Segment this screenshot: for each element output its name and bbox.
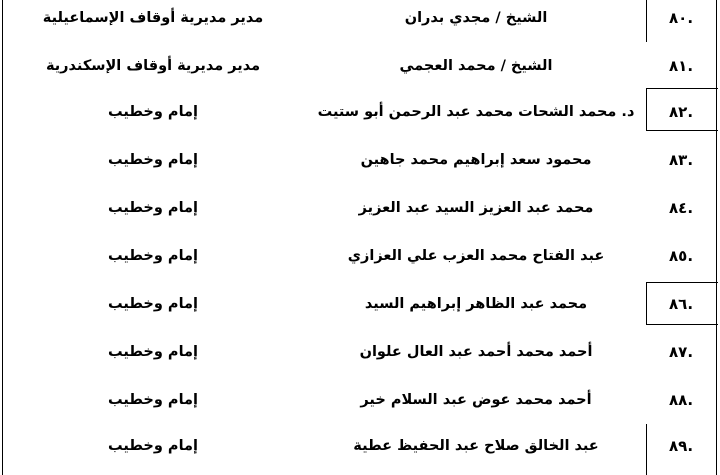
- person-name: محمود سعد إبراهيم محمد جاهين: [360, 152, 592, 168]
- column-divider: [646, 424, 647, 475]
- row-number: .٨٩: [669, 437, 694, 455]
- column-divider: [646, 88, 647, 130]
- column-divider: [646, 0, 647, 42]
- table-row: [0, 0, 720, 42]
- row-number: .٨٠: [669, 9, 694, 27]
- table-row: [0, 422, 720, 470]
- person-role: إمام وخطيب: [108, 152, 198, 168]
- row-number: .٨٤: [669, 199, 694, 217]
- table-row: [0, 328, 720, 376]
- person-name: عبد الخالق صلاح عبد الحفيظ عطية: [353, 438, 599, 454]
- person-role: مدير مديرية أوقاف الإسكندرية: [45, 58, 261, 74]
- row-number: .٨٧: [669, 343, 694, 361]
- person-role: إمام وخطيب: [108, 104, 198, 120]
- row-number: .٨٨: [669, 391, 694, 409]
- row-number: .٨٥: [669, 247, 694, 265]
- person-role: إمام وخطيب: [108, 344, 198, 360]
- person-role: إمام وخطيب: [108, 438, 198, 454]
- person-name: الشيخ / مجدي بدران: [404, 10, 548, 26]
- table-row: [0, 88, 720, 136]
- table-border-left: [2, 0, 3, 475]
- row-number: .٨٦: [669, 295, 694, 313]
- person-role: إمام وخطيب: [108, 392, 198, 408]
- person-name: عبد الفتاح محمد العزب علي العزازي: [347, 248, 605, 264]
- person-role: مدير مديرية أوقاف الإسماعيلية: [42, 10, 264, 26]
- row-divider: [646, 282, 718, 283]
- person-name: محمد عبد العزيز السيد عبد العزيز: [358, 200, 594, 216]
- table-row: [0, 184, 720, 232]
- column-divider: [646, 282, 647, 324]
- row-number: .٨٢: [669, 103, 694, 121]
- table-row: [0, 280, 720, 328]
- row-number: .٨٣: [669, 151, 694, 169]
- person-name: أحمد محمد عوض عبد السلام خير: [360, 392, 592, 408]
- person-role: إمام وخطيب: [108, 248, 198, 264]
- person-name: الشيخ / محمد العجمي: [399, 58, 553, 74]
- table-row: [0, 42, 720, 90]
- table-row: [0, 376, 720, 424]
- table-row: [0, 136, 720, 184]
- row-divider: [646, 88, 718, 89]
- person-name: أحمد محمد أحمد عبد العال علوان: [359, 344, 593, 360]
- row-divider: [646, 130, 718, 131]
- person-name: د. محمد الشحات محمد عبد الرحمن أبو ستيت: [317, 104, 635, 120]
- table-border-right: [716, 0, 717, 475]
- person-name: محمد عبد الظاهر إبراهيم السيد: [364, 296, 588, 312]
- person-role: إمام وخطيب: [108, 296, 198, 312]
- row-divider: [646, 324, 718, 325]
- person-role: إمام وخطيب: [108, 200, 198, 216]
- row-number: .٨١: [669, 57, 694, 75]
- table-row: [0, 232, 720, 280]
